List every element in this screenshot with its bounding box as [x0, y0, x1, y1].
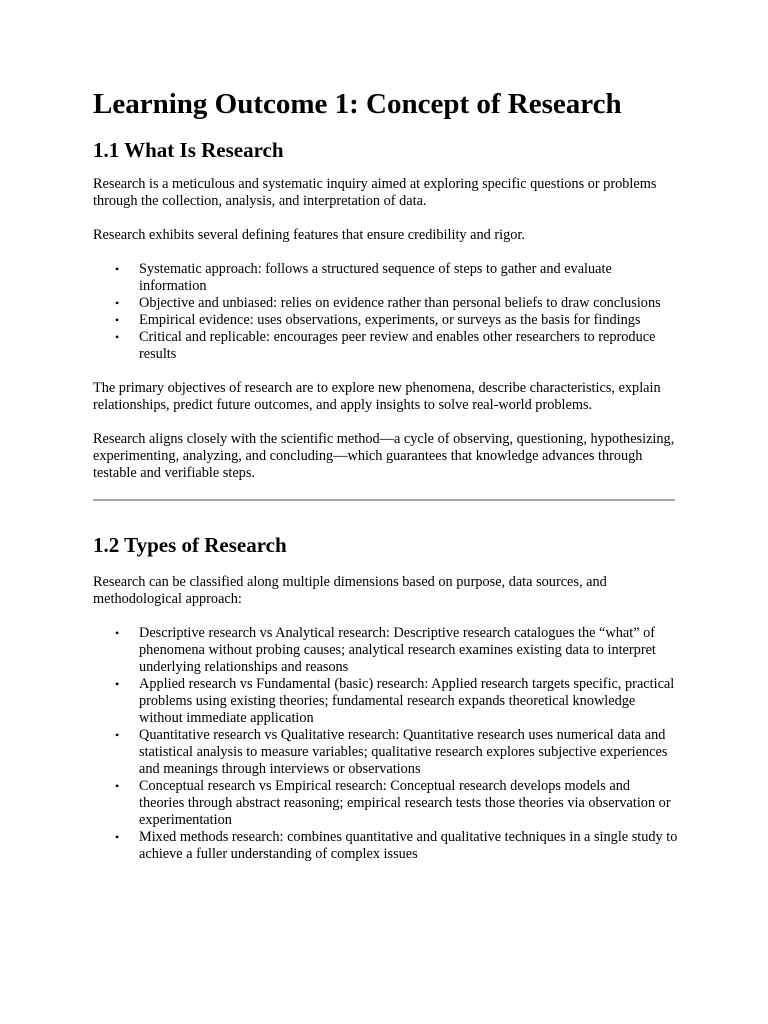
list-item-text: Empirical evidence: uses observations, experiments, or surveys as the basis for findings — [139, 312, 641, 328]
list-item — [93, 261, 678, 295]
list-item-text: Conceptual research vs Empirical research: Conceptual research develops models and theories through abstract reasoning; empirical research tests those theories via observation or experimentation — [139, 778, 671, 828]
list-item-text: Applied research vs Fundamental (basic) research: Applied research targets specific, practical problems using existing theories; fundamental research expands theoretical knowledge without immediate application — [139, 676, 675, 726]
list-item — [93, 329, 678, 363]
list-item — [93, 312, 678, 329]
paragraph-definition: Research is a meticulous and systematic inquiry aimed at exploring specific questions or problems through the collection, analysis, and interpretation of data. — [93, 176, 657, 209]
list-item-text: Descriptive research vs Analytical research: Descriptive research catalogues the “what” of phenomena without probing causes; analytical research examines existing data to interpret underlying relationships and reasons — [139, 625, 656, 675]
paragraph-classification-intro: Research can be classified along multiple dimensions based on purpose, data sources, and methodological approach: — [93, 574, 607, 607]
section-heading-what-is-research: 1.1 What Is Research — [93, 138, 284, 162]
bullet-icon: • — [115, 313, 120, 327]
bullet-icon: • — [115, 830, 120, 844]
section-heading-types-of-research: 1.2 Types of Research — [93, 533, 287, 557]
list-item-text: Mixed methods research: combines quantitative and qualitative techniques in a single study to achieve a fuller understanding of complex issues — [139, 829, 678, 862]
list-item-text: Critical and replicable: encourages peer review and enables other researchers to reproduce results — [139, 329, 656, 362]
list-item-text: Systematic approach: follows a structured sequence of steps to gather and evaluate information — [139, 261, 612, 294]
list-item — [93, 778, 678, 829]
list-item — [93, 295, 678, 312]
paragraph-objectives: The primary objectives of research are to explore new phenomena, describe characteristics, explain relationships, predict future outcomes, and apply insights to solve real-world problems. — [93, 380, 661, 413]
bullet-icon: • — [115, 330, 120, 344]
list-item-text: Quantitative research vs Qualitative research: Quantitative research uses numerical data and statistical analysis to measure variables; qualitative research explores subjective experiences and meanings through interviews or observations — [139, 727, 668, 777]
features-list — [93, 261, 678, 363]
bullet-icon: • — [115, 296, 120, 310]
section-divider — [93, 499, 675, 501]
bullet-icon: • — [115, 728, 120, 742]
paragraph-features-intro: Research exhibits several defining features that ensure credibility and rigor. — [93, 227, 525, 243]
page-title: Learning Outcome 1: Concept of Research — [93, 88, 622, 120]
list-item — [93, 676, 678, 727]
types-list — [93, 625, 678, 863]
list-item — [93, 829, 678, 863]
list-item-text: Objective and unbiased: relies on evidence rather than personal beliefs to draw conclusions — [139, 295, 661, 311]
paragraph-scientific-method: Research aligns closely with the scientific method—a cycle of observing, questioning, hypothesizing, experimenting, analyzing, and concluding—which guarantees that knowledge advances through testable and verifiable steps. — [93, 431, 675, 481]
bullet-icon: • — [115, 677, 120, 691]
document-page — [93, 84, 678, 863]
list-item — [93, 625, 678, 676]
list-item — [93, 727, 678, 778]
bullet-icon: • — [115, 262, 120, 276]
bullet-icon: • — [115, 626, 120, 640]
bullet-icon: • — [115, 779, 120, 793]
